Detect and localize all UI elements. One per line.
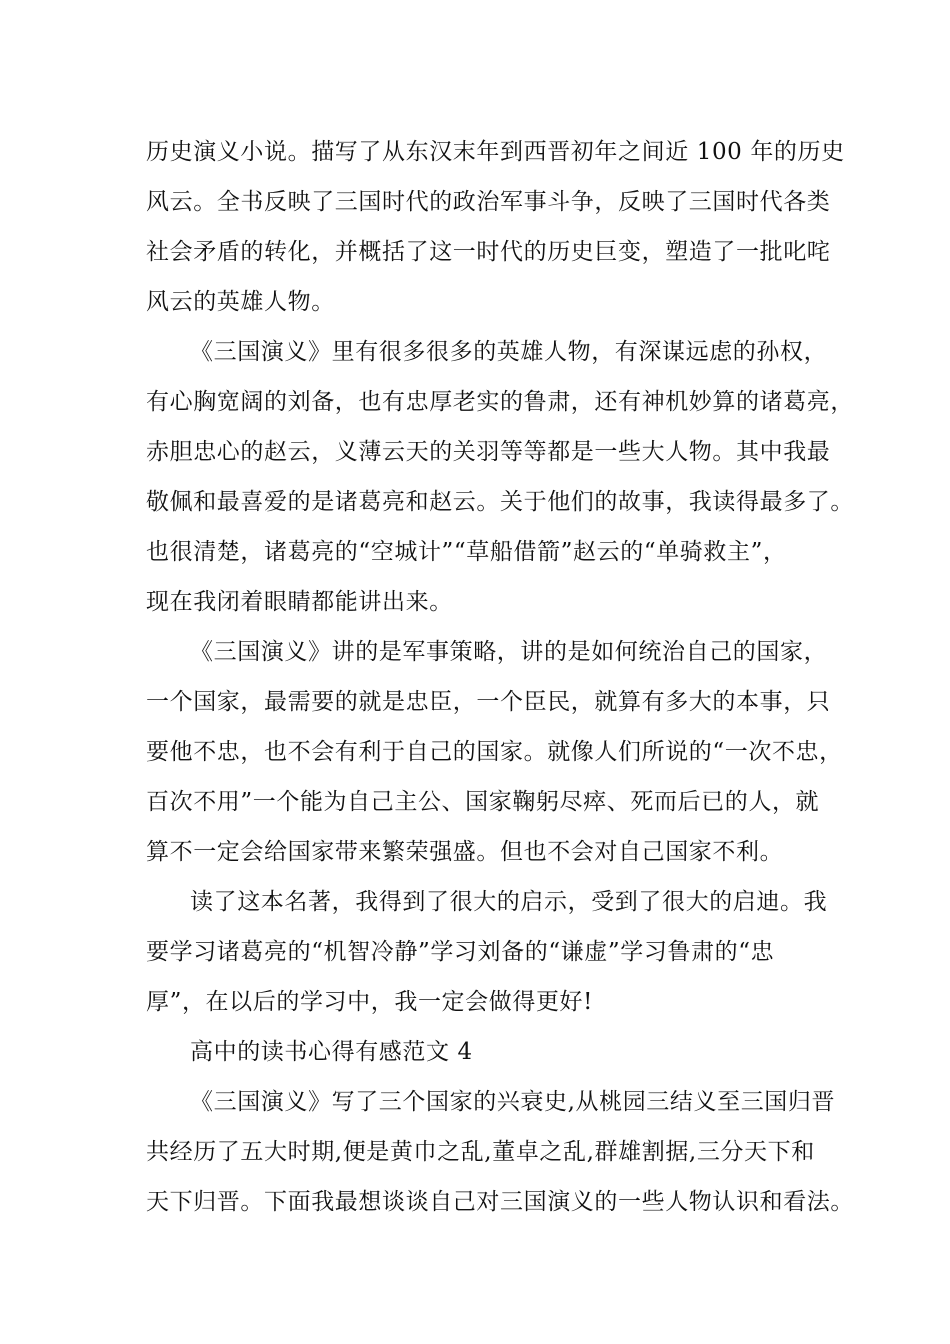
text-line: 共经历了五大时期,便是黄巾之乱,董卓之乱,群雄割据,三分天下和 bbox=[146, 1139, 815, 1165]
text-line: 风云。全书反映了三国时代的政治军事斗争，反映了三国时代各类 bbox=[146, 189, 831, 215]
text-line: 百次不用”一个能为自己主公、国家鞠躬尽瘁、死而后已的人，就 bbox=[146, 789, 820, 815]
text-line: 敬佩和最喜爱的是诸葛亮和赵云。关于他们的故事，我读得最多了。 bbox=[146, 489, 854, 515]
text-line: 一个国家，最需要的就是忠臣，一个臣民，就算有多大的本事，只 bbox=[146, 689, 831, 715]
text-line: 也很清楚，诸葛亮的“空城计”“草船借箭”赵云的“单骑救主”， bbox=[146, 539, 787, 565]
text-line: 风云的英雄人物。 bbox=[146, 289, 335, 315]
text-line: 《三国演义》里有很多很多的英雄人物，有深谋远虑的孙权， bbox=[190, 339, 828, 365]
text-line: 要他不忠，也不会有利于自己的国家。就像人们所说的“一次不忠， bbox=[146, 739, 843, 765]
text-line: 社会矛盾的转化，并概括了这一时代的历史巨变，塑造了一批叱咤 bbox=[146, 239, 831, 265]
text-line: 《三国演义》讲的是军事策略，讲的是如何统治自己的国家， bbox=[190, 639, 828, 665]
section-heading: 高中的读书心得有感范文 4 bbox=[190, 1039, 473, 1065]
text-line: 有心胸宽阔的刘备，也有忠厚老实的鲁肃，还有神机妙算的诸葛亮， bbox=[146, 389, 854, 415]
text-line: 天下归晋。下面我最想谈谈自己对三国演义的一些人物认识和看法。 bbox=[146, 1189, 854, 1215]
text-line: 赤胆忠心的赵云，义薄云天的关羽等等都是一些大人物。其中我最 bbox=[146, 439, 831, 465]
text-line: 厚”，在以后的学习中，我一定会做得更好! bbox=[146, 989, 594, 1015]
text-line: 现在我闭着眼睛都能讲出来。 bbox=[146, 589, 453, 615]
text-line: 算不一定会给国家带来繁荣强盛。但也不会对自己国家不利。 bbox=[146, 839, 784, 865]
text-line: 历史演义小说。描写了从东汉末年到西晋初年之间近 100 年的历史 bbox=[146, 139, 845, 165]
text-line: 要学习诸葛亮的“机智冷静”学习刘备的“谦虚”学习鲁肃的“忠 bbox=[146, 939, 775, 965]
text-line: 读了这本名著，我得到了很大的启示，受到了很大的启迪。我 bbox=[190, 889, 828, 915]
text-line: 《三国演义》写了三个国家的兴衰史,从桃园三结义至三国归晋 bbox=[190, 1089, 836, 1115]
